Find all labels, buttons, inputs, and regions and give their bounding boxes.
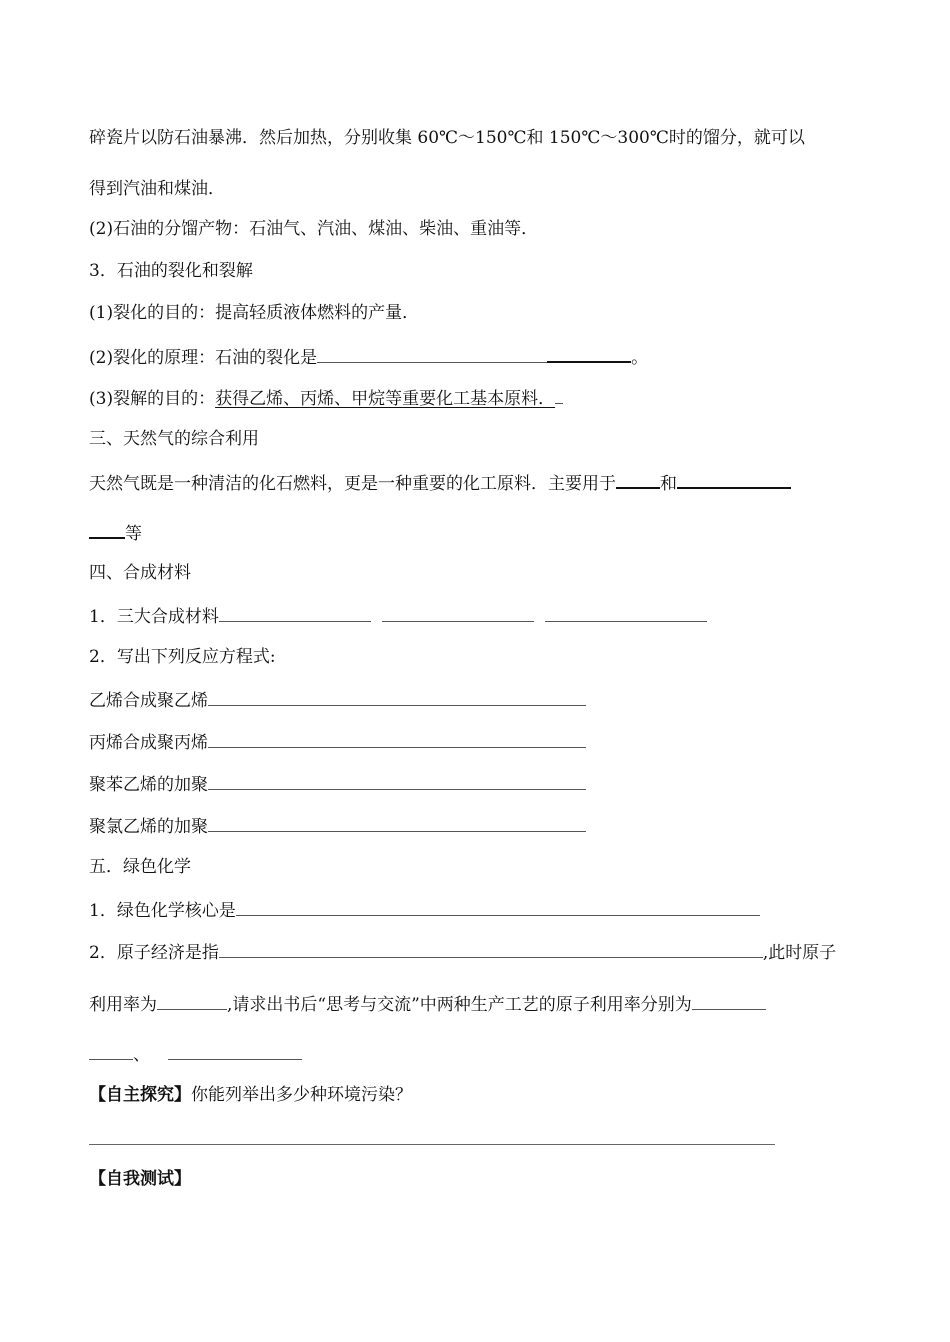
section-heading (89, 563, 191, 583)
equation-label: 聚氯乙烯的加聚 (89, 817, 208, 837)
fill-blank[interactable] (219, 605, 371, 622)
fill-blank[interactable] (89, 521, 125, 539)
section-heading (89, 429, 259, 449)
item-text: 。 (631, 348, 649, 368)
item-text: (2)裂化的原理：石油的裂化是 (89, 348, 318, 368)
equation-line (89, 689, 586, 711)
section-label: 【自主探究】 (89, 1085, 191, 1105)
paragraph-text: 天然气既是一种清洁的化石燃料，更是一种重要的化工原料．主要用于 (89, 474, 616, 494)
fill-blank[interactable] (616, 471, 660, 489)
fill-blank[interactable] (555, 387, 563, 404)
cracking-principle (89, 345, 648, 368)
fill-blank[interactable] (208, 815, 586, 832)
item-text: 1．绿色化学核心是 (89, 901, 236, 921)
materials-line (89, 605, 707, 627)
fill-blank[interactable] (236, 899, 760, 916)
fill-blank[interactable] (208, 731, 586, 748)
equation-line (89, 731, 586, 753)
fill-blank[interactable] (547, 345, 631, 363)
section-title (89, 261, 253, 281)
natural-gas-line (89, 521, 142, 544)
item-text: (1)裂化的目的：提高轻质液体燃料的产量． (89, 303, 420, 323)
item-text: 1．三大合成材料 (89, 607, 219, 627)
equation-label: 丙烯合成聚丙烯 (89, 733, 208, 753)
natural-gas-line (89, 471, 791, 494)
fill-blank[interactable] (692, 993, 766, 1010)
section-title-text: 3．石油的裂化和裂解 (89, 261, 253, 281)
pyrolysis-purpose (89, 387, 563, 409)
paragraph-text: 和 (660, 474, 677, 494)
heading-text: 三、天然气的综合利用 (89, 429, 259, 449)
fill-blank[interactable] (545, 605, 707, 622)
paragraph-text: 得到汽油和煤油． (89, 179, 225, 199)
fill-blank[interactable] (168, 1043, 302, 1060)
fill-blank[interactable] (157, 993, 227, 1010)
item-text: ,请求出书后“思考与交流”中两种生产工艺的原子利用率分别为 (227, 995, 692, 1015)
fill-blank[interactable] (89, 1043, 133, 1060)
explore-prompt (89, 1085, 412, 1105)
fill-blank[interactable] (382, 605, 534, 622)
heading-text: 四、合成材料 (89, 563, 191, 583)
equations-label (89, 647, 276, 667)
equation-label: 乙烯合成聚乙烯 (89, 691, 208, 711)
separator: 、 (133, 1045, 150, 1065)
item-text: (3)裂解的目的： (89, 389, 216, 409)
equation-line (89, 773, 586, 795)
paragraph-line (89, 128, 805, 148)
paragraph-text: 等 (125, 524, 142, 544)
item-text: 2．写出下列反应方程式: (89, 647, 276, 667)
fill-blank[interactable] (317, 346, 547, 363)
paragraph-text: 碎瓷片以防石油暴沸．然后加热，分别收集 60℃～150℃和 150℃～300℃时的馏分，就可以 (89, 128, 805, 148)
fill-blank[interactable] (219, 941, 763, 958)
fill-blank[interactable] (677, 471, 791, 489)
equation-label: 聚苯乙烯的加聚 (89, 775, 208, 795)
item-text: 2．原子经济是指 (89, 943, 219, 963)
atom-economy-line (89, 1043, 302, 1065)
section-heading (89, 857, 191, 877)
equation-line (89, 815, 586, 837)
item-text: 利用率为 (89, 995, 157, 1015)
item-text: ,此时原子 (762, 943, 837, 963)
underlined-answer: 获得乙烯、丙烯、甲烷等重要化工基本原料． (215, 389, 556, 409)
answer-line[interactable] (89, 1144, 775, 1145)
section-label: 【自我测试】 (89, 1169, 191, 1189)
cracking-purpose (89, 303, 419, 323)
green-core-line (89, 899, 760, 921)
atom-economy-line (89, 993, 766, 1015)
paragraph-line (89, 179, 225, 199)
fill-blank[interactable] (208, 773, 586, 790)
atom-economy-line (89, 941, 836, 963)
heading-text: 五．绿色化学 (89, 857, 191, 877)
selftest-heading (89, 1169, 191, 1189)
fractions-item (89, 219, 538, 239)
question-text: 你能列举出多少种环境污染？ (191, 1085, 412, 1105)
fill-blank[interactable] (208, 689, 586, 706)
item-text: (2)石油的分馏产物：石油气、汽油、煤油、柴油、重油等． (89, 219, 539, 239)
